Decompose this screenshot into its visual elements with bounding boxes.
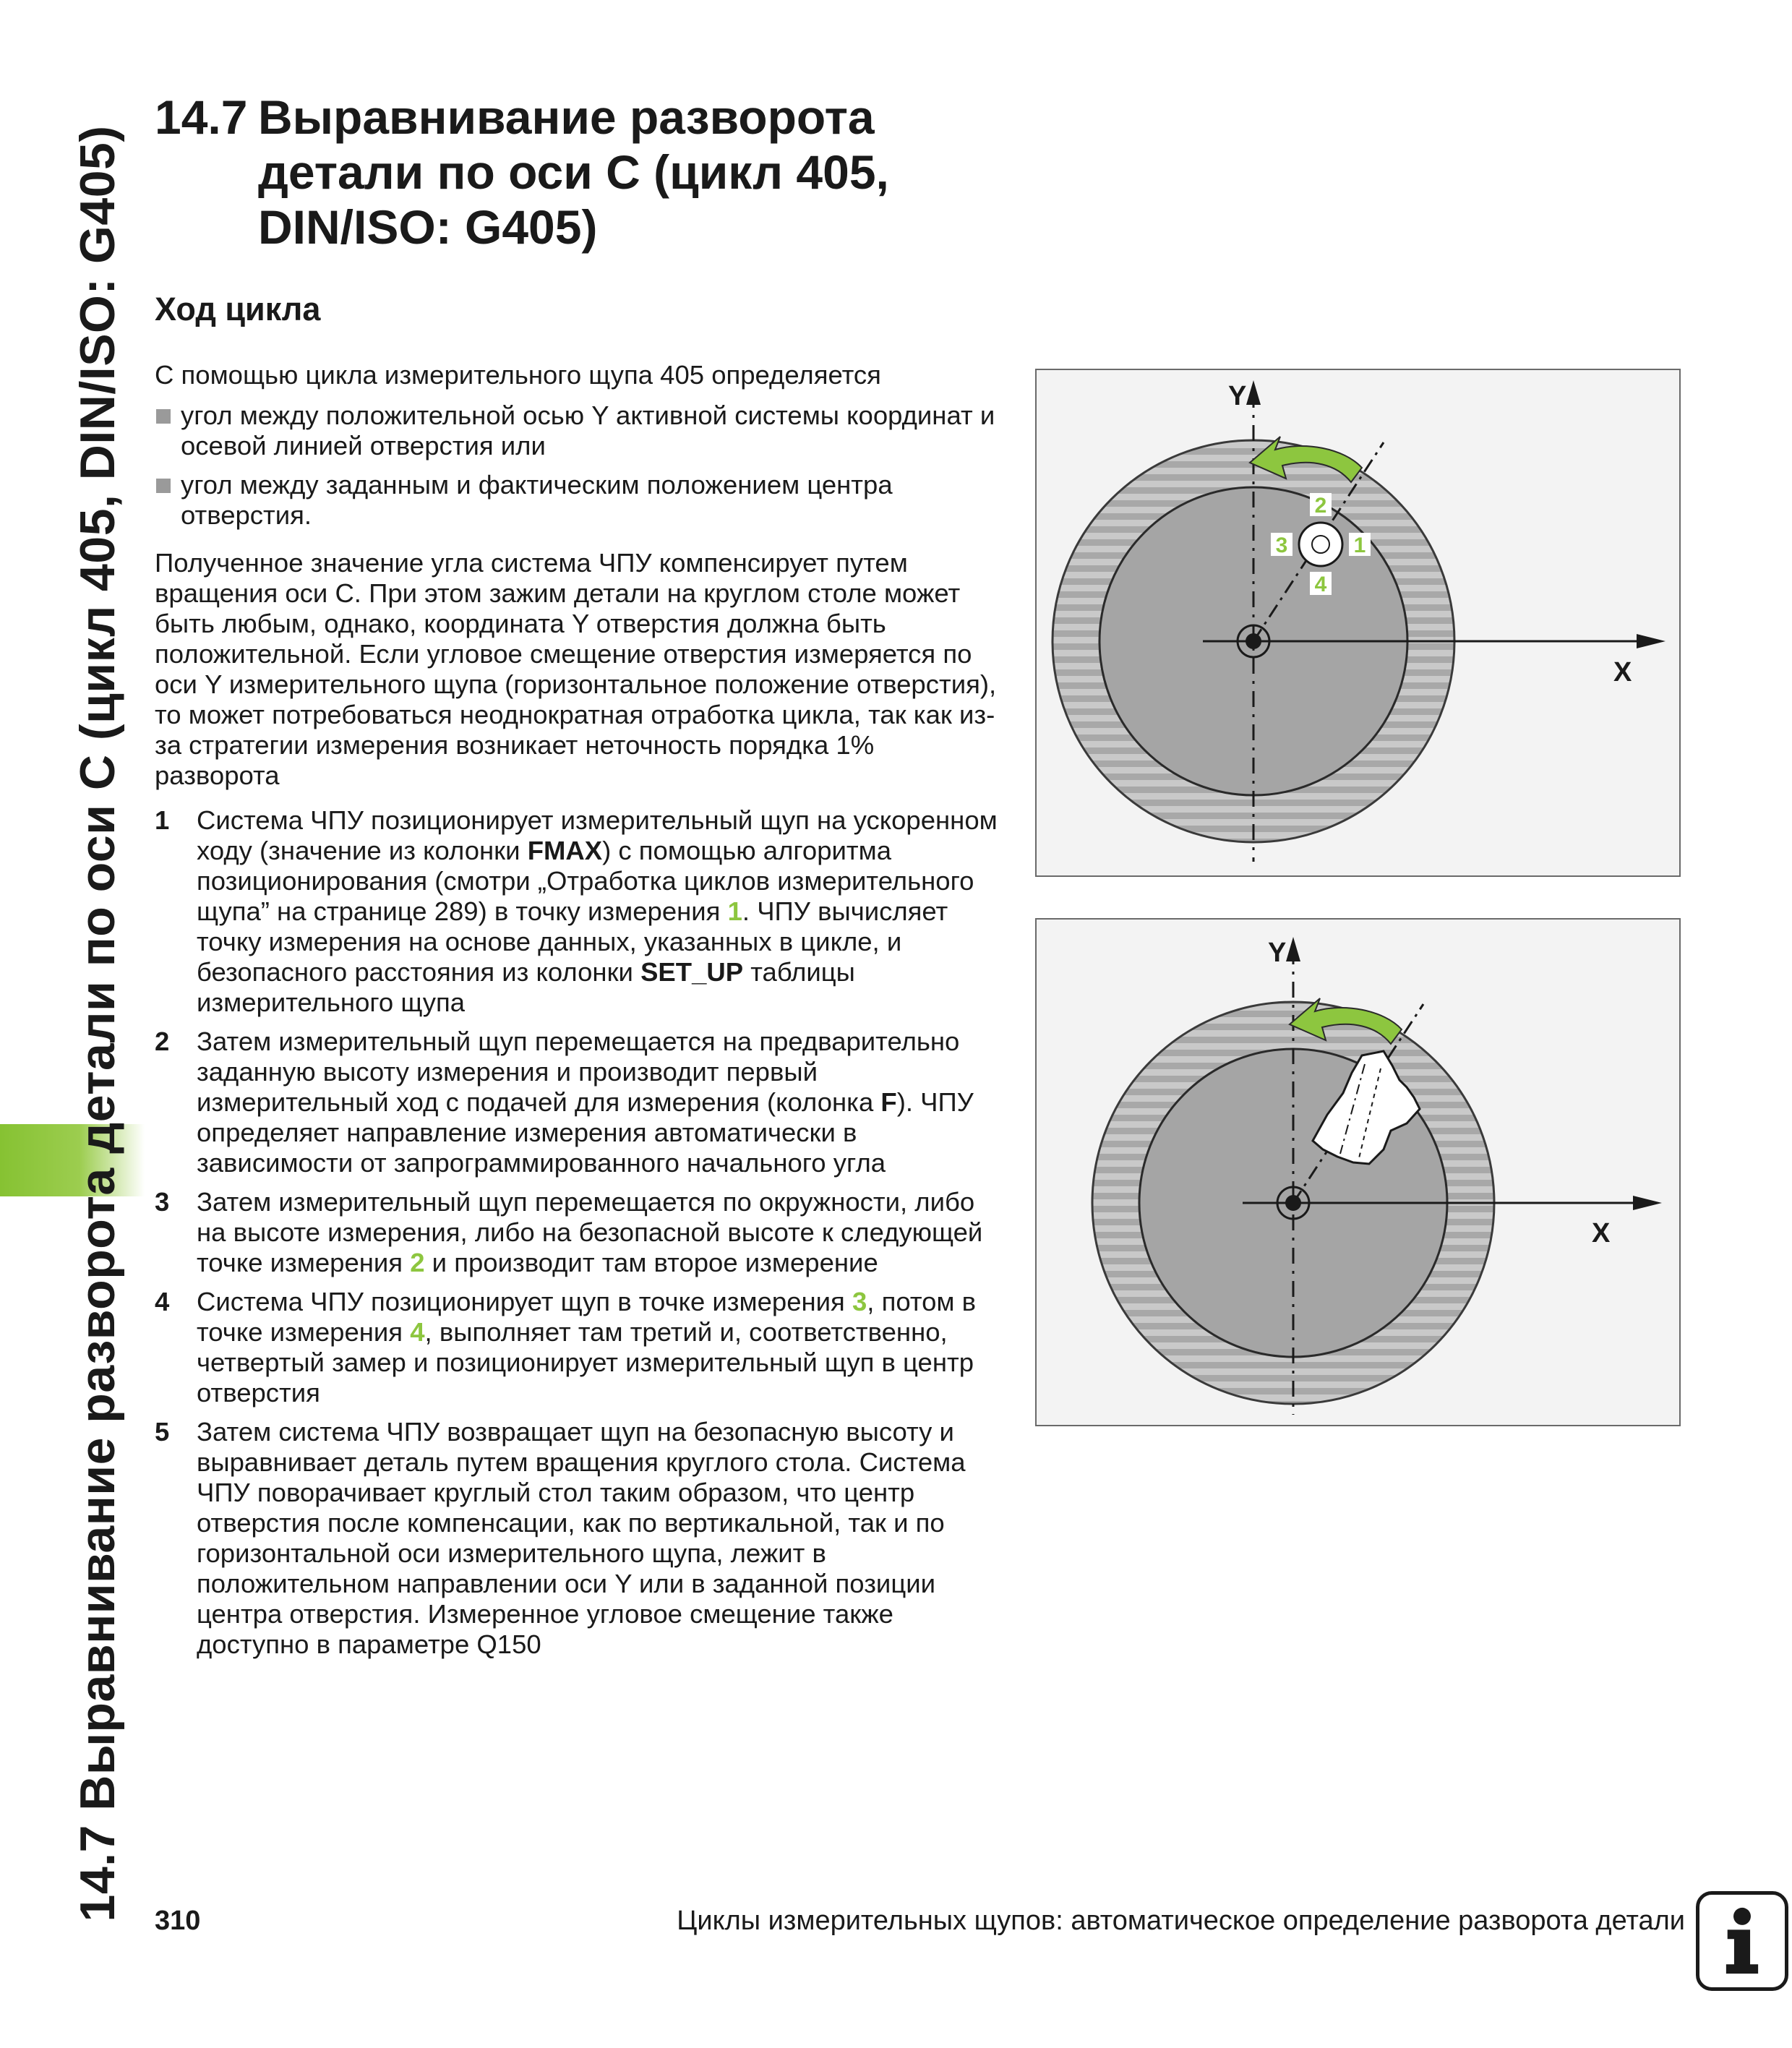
description-paragraph: Полученное значение угла система ЧПУ компенсирует путем вращения оси C. При этом зажим детали на круглом столе может быть любым, однако, координата Y отверстия должна быть положительной. Если угловое смещение отверстия измеряется по оси Y измерительного щупа (горизонтальное положение отверстия), то может потребоваться неоднократная отработка цикла, так как из-за стратегии измерения возникает неточность порядка 1% разворота: [155, 548, 997, 790]
step-item: [155, 1417, 1005, 1660]
point-label-3: [1271, 533, 1292, 557]
step-text: , выполняет там третий и, соответственно, четвертый замер и позиционирует измерительный щуп в центр отверстия: [197, 1317, 974, 1408]
step-point-ref: 1: [727, 896, 742, 926]
hole: [1299, 523, 1342, 566]
svg-text:1: 1: [1353, 534, 1366, 557]
x-axis-arrow: [1637, 634, 1665, 648]
step-text: Система ЧПУ позиционирует измерительный щуп на ускоренном ходу (значение из колонки: [197, 805, 998, 865]
figure-probe-points: [1035, 369, 1681, 877]
step-text: . ЧПУ вычисляет точку измерения на основе данных, указанных в цикле, и безопасного расстояния из колонки: [197, 896, 948, 987]
bullet-list: [155, 400, 1005, 531]
x-axis-arrow: [1633, 1196, 1662, 1210]
step-item: [155, 1287, 1005, 1408]
bullet-item: угол между положительной осью Y активной системы координат и осевой линией отверстия или: [155, 400, 1005, 461]
step-item: [155, 1027, 1005, 1178]
figure-2-diagram: [1037, 920, 1682, 1428]
point-label-1: [1349, 533, 1371, 557]
intro-paragraph: С помощью цикла измерительного щупа 405 определяется: [155, 360, 881, 390]
point-label-2: [1310, 493, 1332, 518]
chapter-number: 14.7: [155, 90, 248, 144]
svg-text:3: 3: [1275, 534, 1288, 557]
svg-text:4: 4: [1314, 573, 1327, 596]
step-text: Затем измерительный щуп перемещается по окружности, либо на высоте измерения, либо на безопасной высоте к следующей точке измерения: [197, 1187, 983, 1277]
figure-1-diagram: [1037, 370, 1682, 878]
step-number: 5: [155, 1417, 170, 1447]
x-axis-label: X: [1592, 1218, 1611, 1248]
step-item: [155, 805, 1005, 1018]
svg-text:2: 2: [1314, 494, 1327, 518]
step-text: , потом в точке измерения: [197, 1287, 977, 1347]
step-number: 1: [155, 805, 170, 835]
x-axis-label: X: [1613, 657, 1632, 687]
y-axis-label: Y: [1228, 381, 1247, 411]
y-axis-arrow: [1286, 937, 1300, 961]
point-label-4: [1310, 572, 1332, 596]
step-text: Затем измерительный щуп перемещается на предварительно заданную высоту измерения и производит первый измерительный ход с подачей для измерения (колонка: [197, 1027, 960, 1117]
y-axis-label: Y: [1268, 938, 1287, 968]
step-point-ref: 2: [410, 1248, 425, 1277]
info-icon: [1696, 1891, 1788, 1991]
step-keyword: FMAX: [527, 836, 603, 865]
step-keyword: F: [880, 1087, 897, 1117]
section-heading: Ход цикла: [155, 291, 321, 327]
step-number: 4: [155, 1287, 170, 1316]
step-text: ) с помощью алгоритма позиционирования (смотри „Отработка циклов измерительного щупа” на странице 289) в точку измерения: [197, 836, 974, 926]
step-number: 3: [155, 1187, 170, 1217]
step-text: ). ЧПУ определяет направление измерения автоматически в зависимости от запрограммированного начального угла: [197, 1087, 974, 1178]
y-axis-arrow: [1246, 380, 1261, 405]
step-list: [155, 805, 1005, 1660]
center-dot: [1246, 633, 1261, 649]
chapter-heading: [155, 90, 1022, 254]
step-text: Система ЧПУ позиционирует щуп в точке измерения: [197, 1287, 852, 1316]
footer-chapter-text: Циклы измерительных щупов: автоматическое определение разворота детали: [677, 1906, 1685, 1936]
step-point-ref: 3: [852, 1287, 867, 1316]
info-glyph: [1699, 1895, 1785, 1987]
step-text: Затем система ЧПУ возвращает щуп на безопасную высоту и выравнивает деталь путем вращения круглого стола. Система ЧПУ поворачивает круглый стол таким образом, что центр отверстия после компенсации, как по вертикальной, так и по горизонтальной оси измерительного щупа, лежит в положительном направлении оси Y или в заданной позиции центра отверстия. Измеренное угловое смещение также доступно в параметре Q150: [197, 1417, 966, 1659]
bullet-item: угол между заданным и фактическим положением центра отверстия.: [155, 470, 1005, 531]
step-number: 2: [155, 1027, 170, 1056]
chapter-title-text: Выравнивание разворота детали по оси C (цикл 405, DIN/ISO: G405): [258, 90, 889, 254]
side-chapter-title: 14.7 Выравнивание разворота детали по оси C (цикл 405, DIN/ISO: G405): [70, 125, 125, 1922]
page-number: 310: [155, 1906, 201, 1936]
step-keyword: SET_UP: [640, 957, 744, 987]
step-text: таблицы измерительного щупа: [197, 957, 855, 1017]
step-item: [155, 1187, 1005, 1278]
center-dot: [1285, 1195, 1301, 1211]
figure-probe-rotation: [1035, 918, 1681, 1426]
body-text: [155, 360, 1005, 1668]
step-point-ref: 4: [410, 1317, 425, 1347]
step-text: и производит там второе измерение: [424, 1248, 878, 1277]
